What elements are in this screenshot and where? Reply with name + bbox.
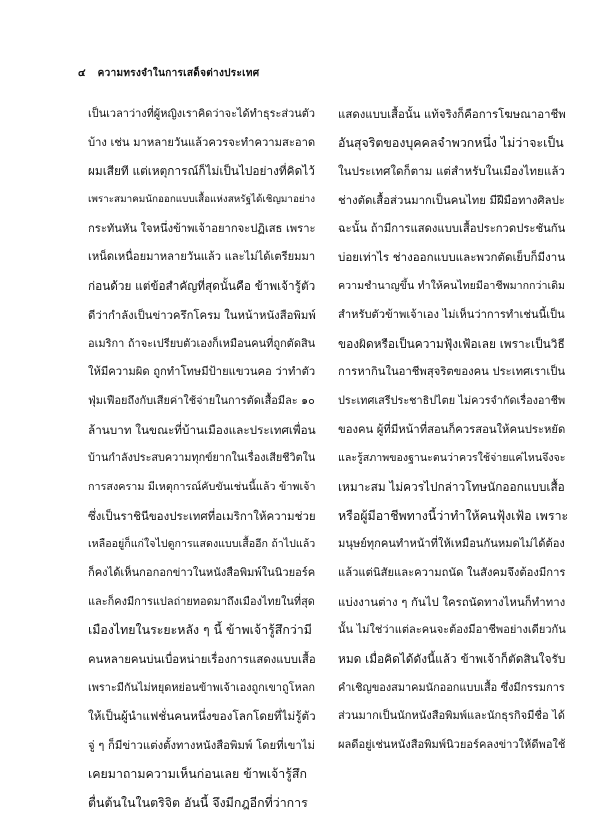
text-line: ของคน ผู้ที่มีหน้าที่สอนก็ควรสอนให้คนประหยัด [338,422,566,436]
text-line: นั้น ไม่ใช่ว่าแต่ละคนจะต้องมีอาชีพอย่างเดียวกัน [338,623,566,637]
page-number: ๔ [78,68,86,79]
text-line: สำหรับตัวข้าพเจ้าเอง ไม่เห็นว่าการทำเช่นนี้เป็น [338,307,565,321]
text-line: คนหลายคนบ่นเบื่อหน่ายเรื่องการแสดงแบบเสื้อ [88,652,316,667]
text-line: เพราะสมาคมนักออกแบบเสื้อแห่งสหรัฐได้เชิญมาอย่าง [88,194,316,206]
text-line: ก่อนด้วย แต่ข้อสำคัญที่สุดนั้นคือ ข้าพเจ้ารู้ตัว [88,279,316,294]
right-column [338,100,570,760]
text-line: การหากินในอาชีพสุจริตของคน ประเทศเราเป็น [338,365,566,379]
text-line: ประเทศเสรีประชาธิปไตย ไม่ควรจำกัดเรื่องอาชีพ [338,393,566,407]
text-line: ในประเทศใดก็ตาม แต่สำหรับในเมืองไทยแล้ว [338,164,565,179]
text-line: หรือผู้มีอาชีพทางนี้ว่าทำให้คนฟุ้งเฟ้อ เพราะ [338,507,569,523]
text-line: ให้เป็นผู้นำแฟชั่นคนหนึ่งของโลกโดยที่ไม่รู้ตัว [88,709,316,724]
text-line: ของผิดหรือเป็นความฟุ้งเฟ้อเลย เพราะเป็นวิธี [338,336,565,351]
text-line: คำเชิญของสมาคมนักออกแบบเสื้อ ซึ่งมีกรรมการ [338,680,565,694]
text-line: ฟุ่มเฟือยถึงกับเสียค่าใช้จ่ายในการตัดเสื้อมีละ ๑๐ [88,393,315,407]
text-line: เหลืออยู่ก็แก่ใจไปดูการแสดงแบบเสื้ออีก ถ้าไปแล้ว [88,537,316,551]
text-line: แสดงแบบเสื้อนั้น แท้จริงก็คือการโฆษณาอาชีพ [338,107,566,121]
text-line: การสงคราม มีเหตุการณ์คับขันเช่นนี้แล้ว ข้าพเจ้า [88,479,316,493]
running-header [78,66,259,81]
text-line: ให้มีความผิด ถูกทำโทษมีป้ายแขวนคอ ว่าทำตัว [88,365,316,379]
text-line: แล้วแต่นิสัยและความถนัด ในสังคมจึงต้องมีการ [338,566,566,579]
text-line: บ่อยเท่าไร ช่างออกแบบและพวกตัดเย็บก็มีงาน [338,250,566,265]
text-line: กระทันหัน ใจหนึ่งข้าพเจ้าอยากจะปฏิเสธ เพราะ [88,221,316,235]
text-line: ช่างตัดเสื้อส่วนมากเป็นคนไทย มีฝีมือทางศิลปะ [338,193,565,208]
text-line: เหมาะสม ไม่ควรไปกล่าวโทษนักออกแบบเสื้อ [338,479,565,494]
text-line: จู่ ๆ ก็มีข่าวแต่งตั้งทางหนังสือพิมพ์ โดยที่เขาไม่ [88,738,315,753]
text-line: เคยมาถามความเห็นก่อนเลย ข้าพเจ้ารู้สึก [88,765,307,781]
text-line: บ้านกำลังประสบความทุกข์ยากในเรื่องเสียชีวิตใน [88,451,316,465]
left-column [88,100,320,817]
text-line: ความชำนาญขึ้น ทำให้คนไทยมีอาชีพมากกว่าเดิม [338,279,566,293]
text-line: ล้านบาท ในขณะที่บ้านเมืองและประเทศเพื่อน [88,422,316,437]
text-line: เพราะมีกันไม่หยุดหย่อนข้าพเจ้าเองถูกเขาถูโหลก [88,680,315,694]
text-line: เป็นเวลาว่างที่ผู้หญิงเราคิดว่าจะได้ทำธุระส่วนตัว [88,107,315,120]
text-line: มนุษย์ทุกคนทำหน้าที่ให้เหมือนกันหมดไม่ได้ต้อง [338,537,565,551]
text-line: และรู้สภาพของฐานะตนว่าควรใช้จ่ายแค่ไหนจึงจะ [338,451,566,465]
text-line: อเมริกา ถ้าจะเปรียบตัวเองก็เหมือนคนที่ถูกตัดสิน [88,336,316,350]
text-line: ก็คงได้เห็นกอกอกข่าวในหนังสือพิมพ์ในนิวยอร์ค [88,566,316,579]
text-line: หมด เมื่อคิดได้ดังนี้แล้ว ข้าพเจ้าก็ตัดสินใจรับ [338,652,566,667]
text-line: ตื่นต้นในในตริจิต อันนี้ จึงมีกฎอีกที่ว่าการ [88,794,308,810]
text-line: ผลดีอยู่เช่นหนังสือพิมพ์นิวยอร์คลงข่าวให้ดีพอใช้ [338,738,566,752]
text-line: บ้าง เช่น มาหลายวันแล้วควรจะทำความสะอาด [88,135,316,149]
text-line: ดีว่ากำลังเป็นข่าวครึกโครม ในหน้าหนังสือพิมพ์ [88,307,316,322]
text-line: ซึ่งเป็นราชินีของประเทศที่อเมริกาให้ความช่วย [88,508,316,523]
text-line: ผมเสียที แต่เหตุการณ์ก็ไม่เป็นไปอย่างที่คิดไว้ [88,164,315,179]
text-line: ฉะนั้น ถ้ามีการแสดงแบบเสื้อประกวดประชันกัน [338,221,566,235]
text-line: เมืองไทยในระยะหลัง ๆ นี้ ข้าพเจ้ารู้สึกว่ามี [88,622,312,638]
text-line: ส่วนมากเป็นนักหนังสือพิมพ์และนักธุรกิจมีชื่อ ได้ [338,709,565,723]
text-line: แบ่งงานต่าง ๆ กันไป ใครถนัดทางไหนก็ทำทาง [338,594,566,609]
text-line: และก็คงมีการแปลถ่ายทอดมาถึงเมืองไทยในที่สุด [88,594,315,608]
running-title: ความทรงจำในการเสด็จต่างประเทศ [97,68,260,79]
text-line: เหน็ดเหนื่อยมาหลายวันแล้ว และไม่ได้เตรียมมา [88,250,316,264]
text-line: อันสุจริตของบุคคลจำพวกหนึ่ง ไม่ว่าจะเป็น [338,134,564,150]
